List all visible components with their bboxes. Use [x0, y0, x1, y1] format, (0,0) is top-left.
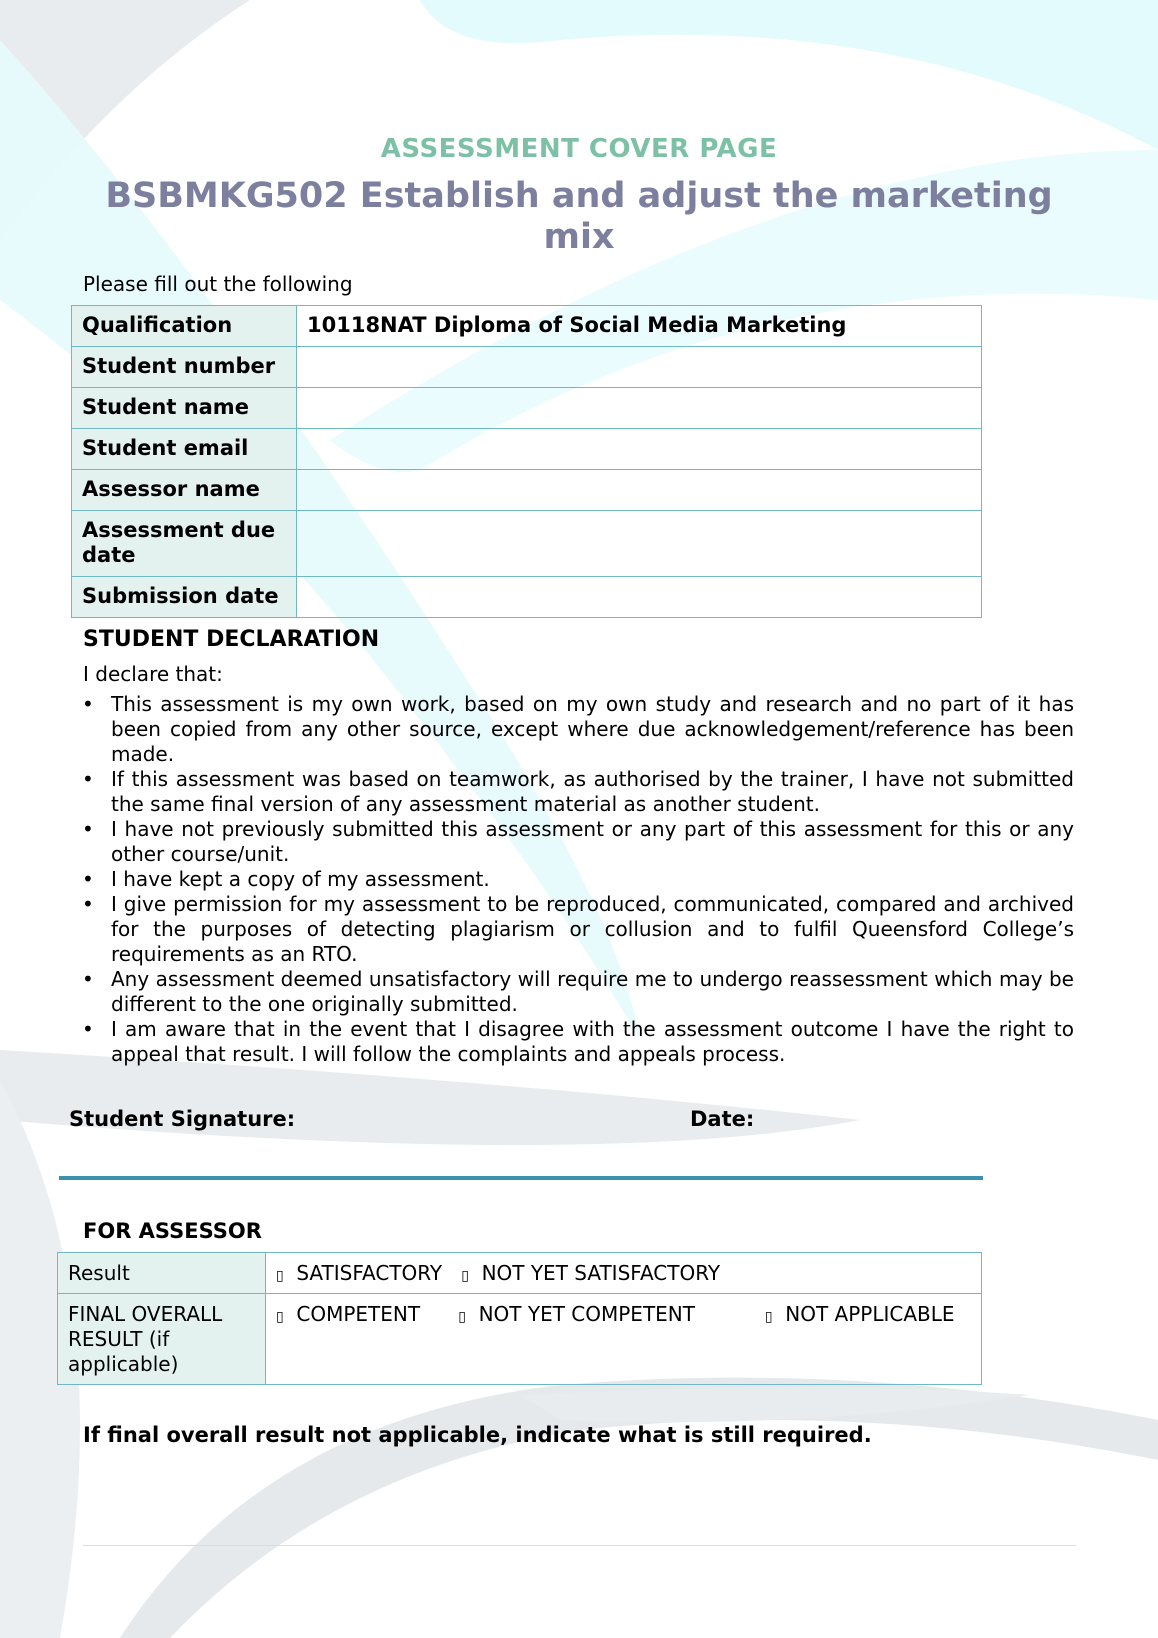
- assessor-heading: FOR ASSESSOR: [83, 1219, 262, 1243]
- assessor-name-field[interactable]: [297, 470, 982, 511]
- declaration-intro: I declare that:: [83, 662, 223, 686]
- final-overall-result-label: FINAL OVERALL RESULT (if applicable): [58, 1294, 266, 1385]
- bullet-icon: •: [82, 1017, 94, 1041]
- checkbox-icon[interactable]: ▯: [458, 1309, 466, 1325]
- not-yet-competent-option[interactable]: [458, 1302, 695, 1326]
- declaration-list: [80, 692, 1074, 1067]
- declaration-item-text: This assessment is my own work, based on my own study and research and no part of it has been copied from any other source, except where due acknowledgement/reference has been made.: [111, 692, 1074, 766]
- intro-text: Please fill out the following: [83, 272, 353, 296]
- table-row: [72, 388, 982, 429]
- student-name-field[interactable]: [297, 388, 982, 429]
- bullet-icon: •: [82, 892, 94, 916]
- submission-date-field[interactable]: [297, 577, 982, 618]
- table-row: [72, 577, 982, 618]
- footer-divider: [83, 1545, 1076, 1546]
- satisfactory-option[interactable]: [276, 1261, 442, 1285]
- competent-label: COMPETENT: [296, 1302, 421, 1326]
- bullet-icon: •: [82, 817, 94, 841]
- final-result-options: [266, 1294, 982, 1385]
- table-row: [72, 429, 982, 470]
- satisfactory-label: SATISFACTORY: [296, 1261, 443, 1285]
- list-item: [80, 692, 1074, 767]
- date-label: Date:: [690, 1107, 755, 1131]
- list-item: [80, 892, 1074, 967]
- competent-option[interactable]: [276, 1302, 420, 1326]
- bullet-icon: •: [82, 867, 94, 891]
- not-applicable-label: NOT APPLICABLE: [785, 1302, 955, 1326]
- student-name-label: Student name: [72, 388, 297, 429]
- declaration-item-text: Any assessment deemed unsatisfactory will require me to undergo reassessment which may be different to the one originally submitted.: [111, 967, 1074, 1016]
- student-email-label: Student email: [72, 429, 297, 470]
- not-yet-satisfactory-label: NOT YET SATISFACTORY: [481, 1261, 721, 1285]
- table-row: [72, 511, 982, 577]
- final-result-note: If final overall result not applicable, indicate what is still required.: [83, 1423, 872, 1447]
- list-item: [80, 867, 1074, 892]
- assessor-table: [57, 1252, 982, 1385]
- list-item: [80, 817, 1074, 867]
- not-applicable-option[interactable]: [765, 1302, 955, 1326]
- assessor-name-label: Assessor name: [72, 470, 297, 511]
- table-row: [58, 1253, 982, 1294]
- list-item: [80, 767, 1074, 817]
- student-number-label: Student number: [72, 347, 297, 388]
- bullet-icon: •: [82, 967, 94, 991]
- declaration-item-text: I am aware that in the event that I disagree with the assessment outcome I have the right to appeal that result. I will follow the complaints and appeals process.: [111, 1017, 1074, 1066]
- checkbox-icon[interactable]: ▯: [764, 1309, 773, 1325]
- student-email-field[interactable]: [297, 429, 982, 470]
- qualification-label: Qualification: [72, 306, 297, 347]
- checkbox-icon[interactable]: ▯: [276, 1268, 284, 1284]
- student-signature-label: Student Signature:: [69, 1107, 296, 1131]
- page-kicker: ASSESSMENT COVER PAGE: [380, 134, 778, 164]
- student-number-field[interactable]: [297, 347, 982, 388]
- table-row: [72, 470, 982, 511]
- assessment-due-date-field[interactable]: [297, 511, 982, 577]
- declaration-item-text: I have kept a copy of my assessment.: [111, 867, 490, 891]
- submission-date-label: Submission date: [72, 577, 297, 618]
- bullet-icon: •: [82, 692, 94, 716]
- declaration-heading: STUDENT DECLARATION: [83, 627, 380, 652]
- section-divider: [59, 1176, 983, 1180]
- declaration-item-text: I have not previously submitted this assessment or any part of this assessment for this or any other course/unit.: [111, 817, 1074, 866]
- bullet-icon: •: [82, 767, 94, 791]
- student-info-table: [71, 305, 982, 618]
- declaration-item-text: If this assessment was based on teamwork, as authorised by the trainer, I have not submitted the same final version of any assessment material as another student.: [111, 767, 1074, 816]
- table-row: [72, 306, 982, 347]
- qualification-field[interactable]: 10118NAT Diploma of Social Media Marketing: [297, 306, 982, 347]
- checkbox-icon[interactable]: ▯: [276, 1309, 284, 1325]
- list-item: [80, 967, 1074, 1017]
- declaration-item-text: I give permission for my assessment to be reproduced, communicated, compared and archived for the purposes of detecting plagiarism or collusion and to fulfil Queensford College’s requirements as an RTO.: [111, 892, 1074, 966]
- result-options: [266, 1253, 982, 1294]
- unit-title: BSBMKG502 Establish and adjust the marketing mix: [105, 176, 1053, 257]
- table-row: [72, 347, 982, 388]
- not-yet-competent-label: NOT YET COMPETENT: [478, 1302, 695, 1326]
- assessment-due-date-label: Assessment due date: [72, 511, 297, 577]
- result-label: Result: [58, 1253, 266, 1294]
- table-row: [58, 1294, 982, 1385]
- list-item: [80, 1017, 1074, 1067]
- not-yet-satisfactory-option[interactable]: [461, 1261, 720, 1285]
- checkbox-icon[interactable]: ▯: [461, 1268, 469, 1284]
